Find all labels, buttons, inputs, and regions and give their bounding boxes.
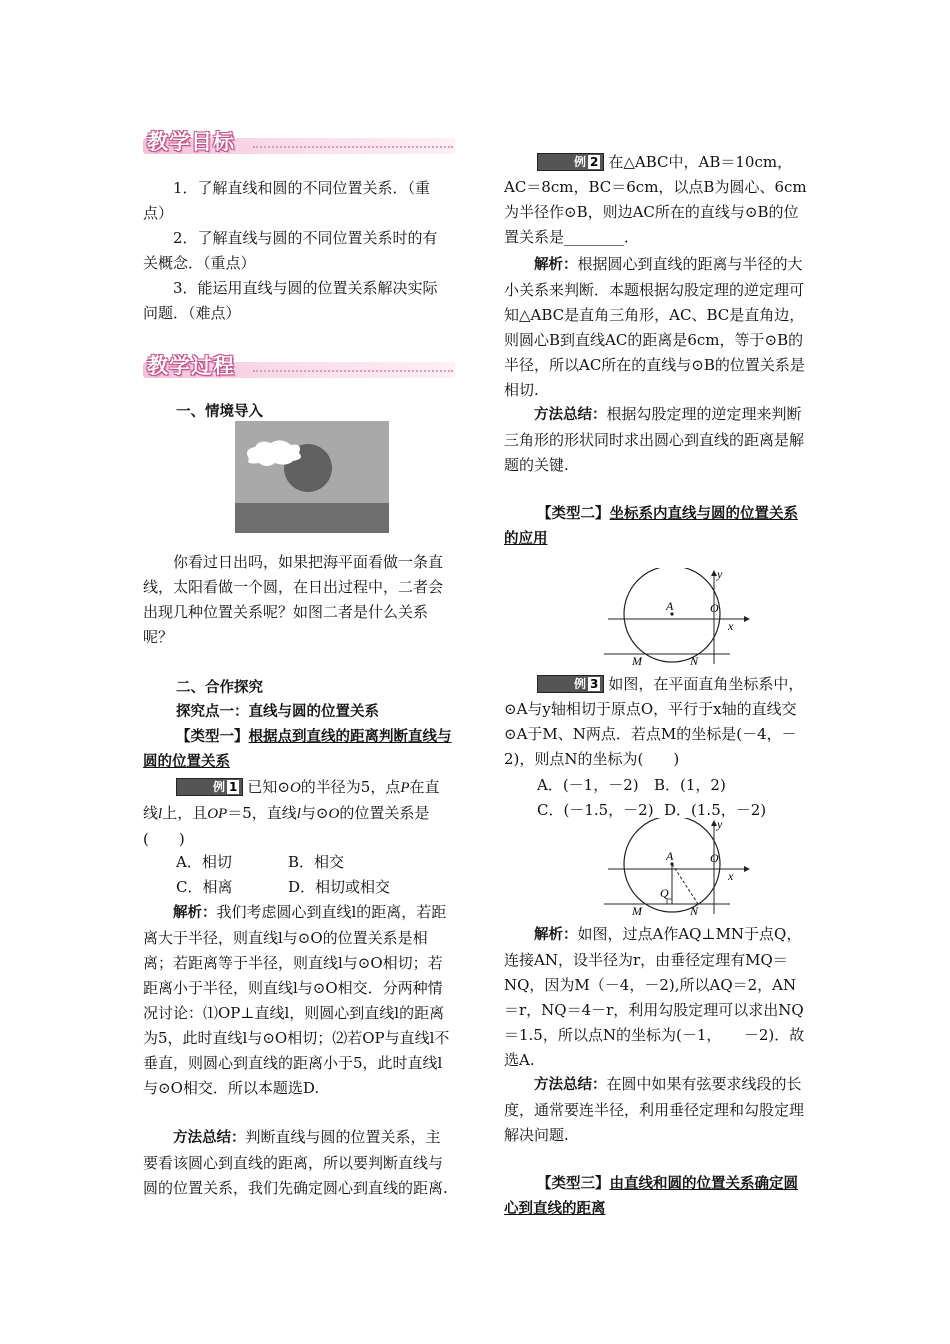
svg-text:Q: Q <box>660 886 669 900</box>
ex3-option-d: D．(1.5，－2) <box>664 801 767 819</box>
ex1-option-d: D．相切或相交 <box>288 878 391 896</box>
svg-text:x: x <box>728 869 734 883</box>
type1-heading <box>143 725 453 775</box>
svg-text:y: y <box>717 568 723 581</box>
ex3-option-b: B．(1，2) <box>654 776 726 794</box>
goals-banner-title: 教学目标 <box>147 130 235 154</box>
svg-text:M: M <box>632 654 642 668</box>
ex1-badge: 例 1 <box>176 778 243 796</box>
circle-figure-1 <box>604 568 754 668</box>
svg-text:y: y <box>717 818 723 831</box>
svg-text:N: N <box>690 904 699 918</box>
ex1-stem: 例 1 已知⊙O的半径为5，点P在直线l上，且OP＝5，直线l与⊙O的位置关系是( ) <box>143 778 440 848</box>
goal-item-2: 2．了解直线与圆的不同位置关系时的有关概念．（重点） <box>143 229 438 272</box>
ex3-option-a: A．(－1，－2) <box>537 776 639 794</box>
section-heading-2: 二、合作探究 <box>176 680 263 696</box>
goals-banner <box>143 126 455 156</box>
svg-text:x: x <box>728 619 734 633</box>
process-banner-title: 教学过程 <box>147 354 235 378</box>
ex2-analysis: 解析：根据圆心到直线的距离与半径的大小关系来判断．本题根据勾股定理的逆定理可知△ABC是直角三角形，AC、BC是直角边，则圆心B到直线AC的距离是6cm，等于⊙B的半径，所以AC所在的直线与⊙B的位置关系是相切. <box>504 255 805 399</box>
ex3-badge: 例 3 <box>537 675 604 693</box>
type1-tag: 【类型一】 <box>176 729 249 745</box>
svg-text:O: O <box>710 851 719 865</box>
process-banner <box>143 350 455 380</box>
type1-title: 根据点到直线的距离判断直线与圆的位置关系 <box>143 729 452 770</box>
svg-text:A: A <box>666 849 674 863</box>
ex1-option-b: B．相交 <box>288 853 345 871</box>
section-heading-1: 一、情境导入 <box>176 404 263 420</box>
ex2-method: 方法总结：根据勾股定理的逆定理来判断三角形的形状同时求出圆心到直线的距离是解题的关键. <box>504 405 805 474</box>
circle-figure-2 <box>604 818 754 918</box>
ex3-stem: 例 3 如图，在平面直角坐标系中，⊙A与y轴相切于原点O，平行于x轴的直线交⊙A于M、N两点．若点M的坐标是(－4，－2)，则点N的坐标为( ) <box>504 675 804 768</box>
ex3-method: 方法总结：在圆中如果有弦要求线段的长度，通常要连半径，利用垂径定理和勾股定理解决问题. <box>504 1075 805 1144</box>
svg-text:N: N <box>690 654 699 668</box>
exploration-point-1: 探究点一：直线与圆的位置关系 <box>176 704 379 720</box>
ex1-option-a: A．相切 <box>176 853 232 871</box>
ex3-analysis: 解析：如图，过点A作AQ⊥MN于点Q，连接AN，设半径为r，由垂径定理有MQ＝NQ，因为M（－4，－2),所以AQ＝2，AN＝r，NQ＝4－r，利用勾股定理可以求出NQ＝1.5，所以点N的坐标为(－1， －2)．故选A. <box>504 925 805 1069</box>
ex1-option-c: C．相离 <box>176 878 233 896</box>
ex3-option-c: C．(－1.5，－2) <box>537 801 654 819</box>
ex2-badge: 例 2 <box>537 153 604 171</box>
ex1-analysis: 解析：我们考虑圆心到直线l的距离，若距离大于半径，则直线l与⊙O的位置关系是相离；若距离等于半径，则直线l与⊙O相切；若距离小于半径，则直线l与⊙O相交．分两种情况讨论：⑴OP⊥直线l，则圆心到直线l的距离为5，此时直线l与⊙O相切；⑵若OP与直线l不垂直，则圆心到直线的距离小于5，此时直线l与⊙O相交．所以本题选D. <box>143 903 450 1097</box>
svg-text:O: O <box>710 601 719 615</box>
goal-item-3: 3．能运用直线与圆的位置关系解决实际问题．（难点） <box>143 279 438 322</box>
type2-heading: 【类型二】坐标系内直线与圆的位置关系的应用 <box>504 506 798 547</box>
goal-item-1: 1．了解直线和圆的不同位置关系．（重点） <box>143 179 431 222</box>
ex2-stem: 例 2 在△ABC中，AB＝10cm，AC＝8cm，BC＝6cm，以点B为圆心、6cm为半径作⊙B，则边AC所在的直线与⊙B的位置关系是________． <box>504 153 807 246</box>
svg-text:A: A <box>666 599 674 613</box>
sunrise-image <box>235 421 389 533</box>
type3-heading: 【类型三】由直线和圆的位置关系确定圆心到直线的距离 <box>504 1176 798 1217</box>
ex1-method: 方法总结：判断直线与圆的位置关系，主要看该圆心到直线的距离，所以要判断直线与圆的位置关系，我们先确定圆心到直线的距离. <box>143 1128 448 1197</box>
intro-paragraph: 你看过日出吗，如果把海平面看做一条直线，太阳看做一个圆，在日出过程中，二者会出现几种位置关系呢？如图二者是什么关系呢？ <box>143 553 444 646</box>
svg-text:M: M <box>632 904 642 918</box>
